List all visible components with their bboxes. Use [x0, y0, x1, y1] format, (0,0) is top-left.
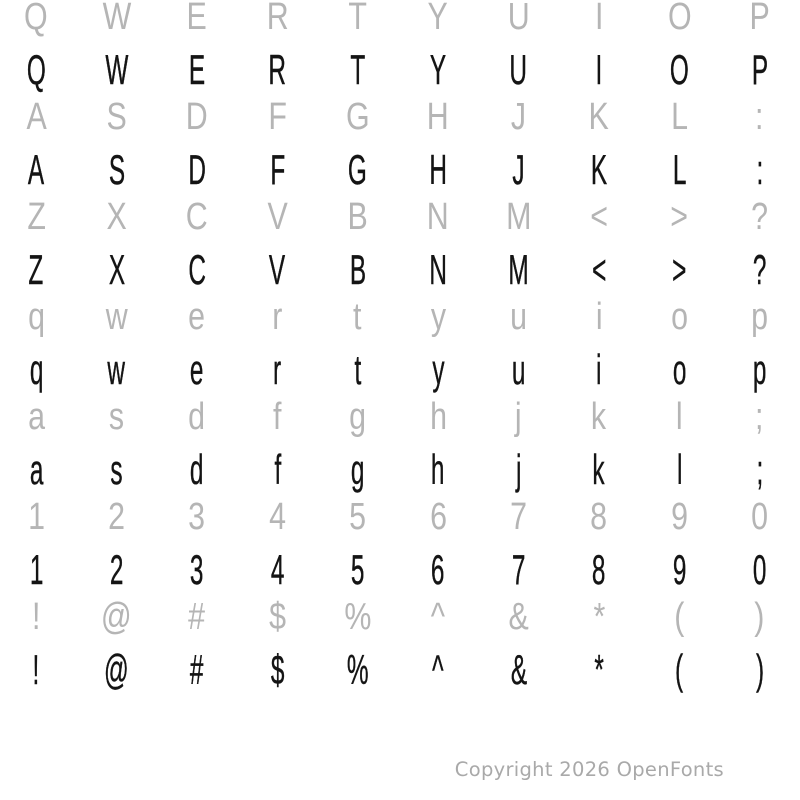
- glyph-cell: [478, 145, 558, 195]
- glyph: U: [507, 0, 530, 38]
- glyph-cell: [398, 92, 478, 142]
- glyph-cell: [237, 492, 317, 542]
- glyph: E: [186, 0, 208, 38]
- glyph: D: [188, 146, 206, 193]
- glyph-cell: [237, 245, 317, 295]
- glyph: 5: [349, 496, 367, 538]
- glyph: u: [510, 296, 527, 338]
- glyph: F: [269, 146, 285, 193]
- glyph-cell: [720, 392, 800, 442]
- glyph-cell: [559, 292, 639, 342]
- glyph-cell: [639, 45, 719, 95]
- glyph: 3: [188, 496, 206, 538]
- glyph: W: [102, 0, 131, 38]
- glyph-cell: [237, 192, 317, 242]
- glyph: ;: [755, 396, 764, 438]
- glyph-cell: [76, 545, 156, 595]
- glyph-cell: [0, 592, 76, 642]
- glyph-cell: [639, 245, 719, 295]
- glyph: V: [267, 196, 288, 238]
- glyph: ^: [431, 596, 446, 638]
- glyph-cell: [639, 292, 719, 342]
- glyph-cell: [76, 45, 156, 95]
- glyph-cell: [0, 445, 76, 495]
- glyph: i: [595, 296, 603, 338]
- glyph-cell: [398, 492, 478, 542]
- glyph-cell: [157, 345, 237, 395]
- glyph: W: [105, 46, 129, 93]
- glyph-cell: [639, 392, 719, 442]
- glyph: G: [345, 96, 370, 138]
- glyph-cell: [559, 445, 639, 495]
- glyph: K: [590, 146, 608, 193]
- glyph-cell: [720, 592, 800, 642]
- glyph-row-black: [0, 345, 800, 395]
- glyph-cell: [76, 192, 156, 242]
- glyph: 9: [672, 546, 687, 593]
- glyph-cell: [559, 145, 639, 195]
- glyph-cell: [478, 45, 558, 95]
- glyph-cell: [559, 492, 639, 542]
- glyph-cell: [157, 645, 237, 695]
- glyph: %: [346, 646, 369, 693]
- glyph-cell: [76, 492, 156, 542]
- glyph-cell: [559, 645, 639, 695]
- glyph-cell: [559, 45, 639, 95]
- glyph: R: [268, 46, 287, 93]
- glyph: k: [591, 396, 607, 438]
- glyph-cell: [639, 445, 719, 495]
- glyph: M: [508, 246, 529, 293]
- glyph: &: [508, 596, 529, 638]
- glyph-cell: [0, 192, 76, 242]
- glyph-cell: [639, 145, 719, 195]
- glyph: I: [594, 0, 604, 38]
- glyph-cell: [318, 192, 398, 242]
- glyph-cell: [318, 245, 398, 295]
- glyph-cell: [478, 392, 558, 442]
- glyph-cell: [639, 345, 719, 395]
- glyph: 0: [751, 496, 769, 538]
- glyph: H: [429, 146, 447, 193]
- glyph: >: [672, 246, 687, 293]
- glyph: u: [511, 346, 526, 393]
- glyph-cell: [157, 392, 237, 442]
- glyph-cell: [157, 292, 237, 342]
- glyph-cell: [0, 645, 76, 695]
- glyph: ): [754, 596, 765, 638]
- glyph-cell: [720, 645, 800, 695]
- glyph-cell: [398, 45, 478, 95]
- glyph: (: [675, 646, 684, 693]
- glyph: G: [348, 146, 368, 193]
- glyph: t: [353, 296, 362, 338]
- glyph: B: [349, 246, 366, 293]
- glyph: X: [108, 246, 125, 293]
- glyph: t: [354, 346, 362, 393]
- glyph: 1: [29, 546, 43, 593]
- glyph: ?: [751, 196, 769, 238]
- glyph: <: [590, 196, 608, 238]
- glyph: 4: [268, 496, 286, 538]
- glyph-cell: [478, 545, 558, 595]
- glyph-cell: [157, 0, 237, 42]
- glyph-cell: [157, 145, 237, 195]
- glyph-cell: [157, 492, 237, 542]
- glyph-cell: [237, 0, 317, 42]
- glyph-cell: [0, 0, 76, 42]
- glyph: f: [273, 396, 282, 438]
- glyph: o: [670, 296, 688, 338]
- glyph: N: [429, 246, 447, 293]
- glyph-cell: [157, 245, 237, 295]
- glyph: p: [752, 346, 767, 393]
- glyph: O: [667, 0, 692, 38]
- glyph-cell: [720, 245, 800, 295]
- glyph-row-black: [0, 145, 800, 195]
- glyph-row-black: [0, 545, 800, 595]
- glyph-cell: [720, 545, 800, 595]
- glyph-cell: [318, 345, 398, 395]
- glyph: *: [593, 596, 605, 638]
- glyph: Q: [24, 0, 49, 38]
- glyph-cell: [0, 292, 76, 342]
- glyph: A: [28, 146, 45, 193]
- glyph: >: [670, 196, 689, 238]
- glyph-cell: [720, 145, 800, 195]
- glyph: d: [188, 396, 206, 438]
- glyph-cell: [76, 445, 156, 495]
- glyph: a: [29, 446, 43, 493]
- glyph-cell: [639, 92, 719, 142]
- glyph-cell: [157, 92, 237, 142]
- glyph: P: [749, 0, 770, 38]
- glyph-cell: [237, 145, 317, 195]
- glyph: F: [268, 96, 287, 138]
- glyph: $: [270, 646, 285, 693]
- glyph: ): [755, 646, 764, 693]
- glyph-row-gray: [0, 292, 800, 342]
- glyph: 7: [511, 546, 526, 593]
- glyph: j: [515, 446, 522, 493]
- glyph-cell: [398, 592, 478, 642]
- glyph: g: [350, 446, 365, 493]
- glyph: ^: [432, 646, 444, 693]
- glyph: T: [350, 46, 366, 93]
- glyph: @: [104, 646, 129, 693]
- glyph-cell: [398, 392, 478, 442]
- glyph-cell: [398, 445, 478, 495]
- glyph: N: [427, 196, 450, 238]
- glyph: s: [110, 446, 123, 493]
- glyph: :: [756, 146, 764, 193]
- glyph-cell: [0, 245, 76, 295]
- glyph-cell: [559, 592, 639, 642]
- glyph: ;: [756, 446, 764, 493]
- glyph-cell: [478, 345, 558, 395]
- glyph: e: [188, 296, 206, 338]
- glyph-cell: [720, 445, 800, 495]
- glyph-cell: [478, 0, 558, 42]
- glyph-cell: [76, 592, 156, 642]
- glyph-cell: [478, 492, 558, 542]
- glyph-cell: [478, 245, 558, 295]
- glyph-cell: [398, 345, 478, 395]
- glyph-cell: [237, 292, 317, 342]
- glyph: S: [108, 146, 125, 193]
- glyph: @: [101, 596, 133, 638]
- glyph-cell: [318, 545, 398, 595]
- glyph: R: [266, 0, 289, 38]
- glyph-row-black: [0, 245, 800, 295]
- glyph-cell: [76, 345, 156, 395]
- glyph-cell: [0, 145, 76, 195]
- glyph-cell: [559, 545, 639, 595]
- glyph-cell: [478, 92, 558, 142]
- glyph-cell: [157, 592, 237, 642]
- glyph-cell: [76, 0, 156, 42]
- glyph-cell: [318, 492, 398, 542]
- glyph-cell: [76, 392, 156, 442]
- glyph: H: [427, 96, 450, 138]
- glyph: y: [432, 346, 445, 393]
- glyph: K: [588, 96, 610, 138]
- glyph-cell: [318, 292, 398, 342]
- glyph: !: [32, 646, 40, 693]
- glyph-cell: [318, 145, 398, 195]
- glyph-cell: [237, 345, 317, 395]
- glyph-cell: [0, 492, 76, 542]
- glyph-row-gray: [0, 492, 800, 542]
- glyph: J: [512, 146, 525, 193]
- glyph: (: [674, 596, 685, 638]
- glyph: U: [509, 46, 528, 93]
- glyph: 5: [350, 546, 365, 593]
- glyph-cell: [398, 545, 478, 595]
- glyph: w: [107, 346, 126, 393]
- glyph: T: [348, 0, 368, 38]
- glyph-cell: [157, 545, 237, 595]
- glyph-cell: [318, 445, 398, 495]
- glyph-cell: [720, 0, 800, 42]
- glyph: Z: [26, 196, 46, 238]
- glyph: j: [515, 396, 522, 438]
- glyph-cell: [318, 392, 398, 442]
- glyph-cell: [559, 345, 639, 395]
- glyph-cell: [76, 245, 156, 295]
- glyph: k: [592, 446, 606, 493]
- glyph-cell: [398, 0, 478, 42]
- glyph: #: [190, 646, 204, 693]
- glyph: 7: [510, 496, 527, 538]
- glyph: M: [505, 196, 532, 238]
- glyph-cell: [720, 45, 800, 95]
- glyph-cell: [559, 0, 639, 42]
- glyph-row-black: [0, 445, 800, 495]
- glyph-cell: [237, 645, 317, 695]
- glyph: J: [510, 96, 527, 138]
- glyph-cell: [0, 392, 76, 442]
- glyph: Y: [428, 0, 449, 38]
- glyph-cell: [398, 645, 478, 695]
- glyph: E: [188, 46, 206, 93]
- glyph: 3: [190, 546, 204, 593]
- glyph-cell: [639, 192, 719, 242]
- glyph-cell: [0, 92, 76, 142]
- glyph: !: [31, 596, 41, 638]
- glyph-row-black: [0, 45, 800, 95]
- glyph-cell: [237, 445, 317, 495]
- glyph-cell: [559, 392, 639, 442]
- copyright-text: Copyright 2026 OpenFonts: [454, 758, 724, 781]
- glyph-cell: [639, 492, 719, 542]
- glyph: r: [272, 296, 283, 338]
- glyph: I: [595, 46, 603, 93]
- glyph: 2: [108, 496, 126, 538]
- glyph-cell: [720, 292, 800, 342]
- glyph: ?: [752, 246, 767, 293]
- glyph-cell: [720, 345, 800, 395]
- glyph-cell: [237, 92, 317, 142]
- glyph-cell: [398, 292, 478, 342]
- glyph-cell: [237, 592, 317, 642]
- glyph: <: [591, 246, 607, 293]
- glyph-cell: [237, 45, 317, 95]
- glyph: 2: [109, 546, 124, 593]
- glyph-cell: [639, 645, 719, 695]
- glyph: 9: [670, 496, 688, 538]
- glyph-cell: [237, 545, 317, 595]
- glyph: 6: [429, 496, 447, 538]
- glyph: 1: [27, 496, 45, 538]
- glyph: #: [188, 596, 206, 638]
- glyph: y: [430, 296, 446, 338]
- glyph: h: [429, 396, 447, 438]
- glyph: :: [755, 96, 764, 138]
- glyph: A: [26, 96, 47, 138]
- glyph: $: [268, 596, 286, 638]
- glyph: d: [190, 446, 204, 493]
- glyph: L: [670, 96, 688, 138]
- glyph: 8: [592, 546, 606, 593]
- glyph-cell: [318, 92, 398, 142]
- glyph-cell: [237, 392, 317, 442]
- glyph: %: [344, 596, 372, 638]
- glyph: h: [431, 446, 445, 493]
- glyph: Q: [26, 46, 46, 93]
- glyph: P: [751, 46, 768, 93]
- glyph: e: [190, 346, 204, 393]
- glyph-cell: [0, 345, 76, 395]
- glyph: D: [185, 96, 208, 138]
- glyph-cell: [478, 645, 558, 695]
- glyph: i: [596, 346, 602, 393]
- glyph: f: [273, 446, 281, 493]
- glyph: 6: [431, 546, 445, 593]
- glyph: X: [106, 196, 127, 238]
- glyph-cell: [559, 92, 639, 142]
- glyph: &: [510, 646, 527, 693]
- glyph: s: [108, 396, 125, 438]
- glyph-cell: [720, 492, 800, 542]
- glyph: *: [594, 646, 604, 693]
- glyph-cell: [76, 92, 156, 142]
- glyph: o: [672, 346, 687, 393]
- glyph: a: [27, 396, 45, 438]
- glyph: C: [185, 196, 208, 238]
- glyph-row-gray: [0, 0, 800, 42]
- glyph: l: [676, 446, 683, 493]
- glyph-cell: [76, 645, 156, 695]
- glyph-cell: [639, 545, 719, 595]
- glyph-cell: [398, 245, 478, 295]
- glyph-cell: [0, 545, 76, 595]
- glyph: O: [669, 46, 689, 93]
- glyph-cell: [720, 92, 800, 142]
- glyph-cell: [398, 145, 478, 195]
- glyph-cell: [559, 192, 639, 242]
- glyph-cell: [76, 145, 156, 195]
- glyph-cell: [639, 592, 719, 642]
- glyph: w: [105, 296, 128, 338]
- glyph: 8: [590, 496, 608, 538]
- glyph: V: [269, 246, 286, 293]
- glyph: 0: [752, 546, 767, 593]
- glyph-row-gray: [0, 92, 800, 142]
- glyph-cell: [157, 445, 237, 495]
- glyph-cell: [318, 45, 398, 95]
- glyph: 4: [270, 546, 285, 593]
- glyph: r: [273, 346, 282, 393]
- glyph: L: [672, 146, 687, 193]
- glyph-cell: [478, 445, 558, 495]
- glyph: p: [751, 296, 769, 338]
- glyph: B: [347, 196, 368, 238]
- glyph-cell: [720, 192, 800, 242]
- glyph-row-black: [0, 645, 800, 695]
- glyph-cell: [0, 45, 76, 95]
- glyph-cell: [76, 292, 156, 342]
- glyph-cell: [318, 592, 398, 642]
- glyph: l: [675, 396, 683, 438]
- glyph-row-gray: [0, 192, 800, 242]
- glyph-cell: [318, 645, 398, 695]
- glyph-row-gray: [0, 592, 800, 642]
- glyph: g: [349, 396, 367, 438]
- glyph: q: [29, 346, 43, 393]
- glyph-cell: [398, 192, 478, 242]
- glyph-cell: [478, 292, 558, 342]
- glyph: Y: [430, 46, 447, 93]
- glyph: S: [106, 96, 127, 138]
- glyph: Z: [28, 246, 44, 293]
- glyph-row-gray: [0, 392, 800, 442]
- glyph-cell: [157, 45, 237, 95]
- glyph-cell: [639, 0, 719, 42]
- glyph-cell: [559, 245, 639, 295]
- glyph: q: [27, 296, 45, 338]
- glyph-cell: [157, 192, 237, 242]
- glyph-cell: [478, 192, 558, 242]
- glyph: C: [188, 246, 206, 293]
- glyph-cell: [318, 0, 398, 42]
- glyph-cell: [478, 592, 558, 642]
